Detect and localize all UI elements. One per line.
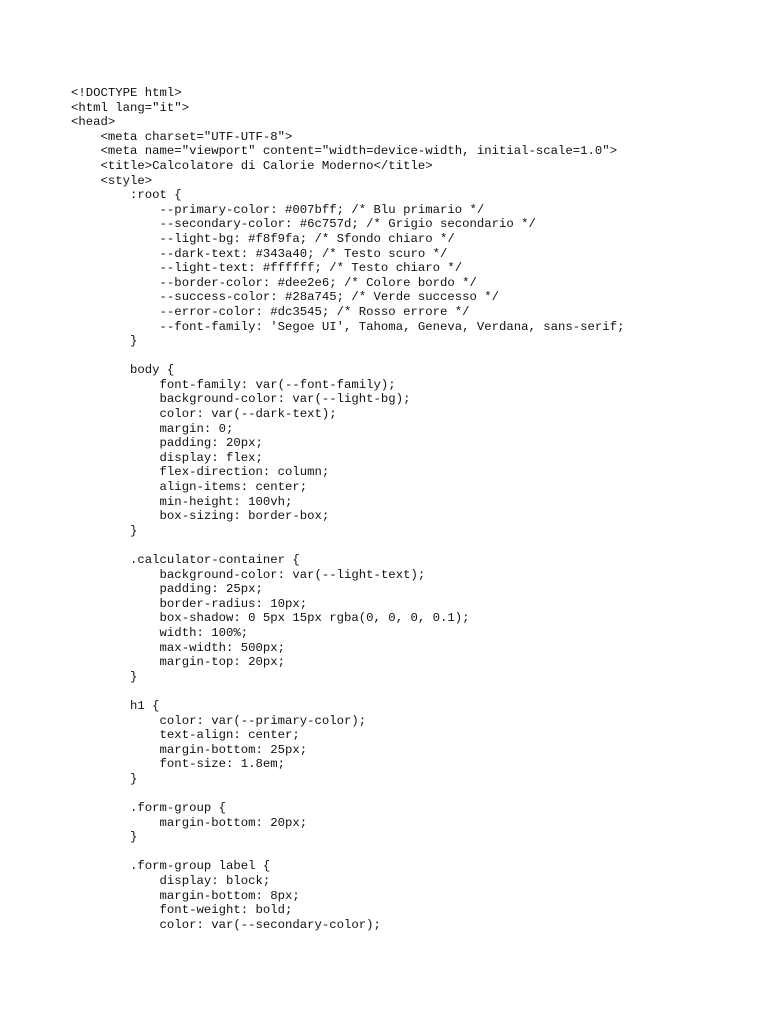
code-line: <html lang="it"> <box>71 100 190 115</box>
code-line: } <box>71 669 138 684</box>
code-line: } <box>71 830 138 845</box>
code-line: color: var(--dark-text); <box>71 407 337 422</box>
code-listing <box>71 86 624 932</box>
code-line <box>71 845 624 860</box>
code-line: --font-family: 'Segoe UI', Tahoma, Geneva, Verdana, sans-serif; <box>71 319 625 334</box>
code-line: body { <box>71 363 175 378</box>
code-line: max-width: 500px; <box>71 640 286 655</box>
code-line: margin-bottom: 25px; <box>71 742 308 757</box>
code-line: .form-group { <box>71 801 226 816</box>
code-line: box-sizing: border-box; <box>71 509 330 524</box>
code-line: <style> <box>71 173 153 188</box>
code-line: margin-bottom: 8px; <box>71 888 300 903</box>
code-line: align-items: center; <box>71 480 308 495</box>
code-line: display: flex; <box>71 450 263 465</box>
code-line: --success-color: #28a745; /* Verde successo */ <box>71 290 500 305</box>
code-line: min-height: 100vh; <box>71 494 293 509</box>
code-line: --light-text: #ffffff; /* Testo chiaro */ <box>71 261 463 276</box>
code-line: text-align: center; <box>71 728 300 743</box>
code-line: <meta charset="UTF-UTF-8"> <box>71 129 293 144</box>
code-line: padding: 25px; <box>71 582 263 597</box>
code-line: margin-top: 20px; <box>71 655 286 670</box>
code-line: font-size: 1.8em; <box>71 757 286 772</box>
code-line: --secondary-color: #6c757d; /* Grigio secondario */ <box>71 217 536 232</box>
code-line <box>71 349 624 364</box>
code-line: <meta name="viewport" content="width=device-width, initial-scale=1.0"> <box>71 144 618 159</box>
code-line: } <box>71 523 138 538</box>
code-line: width: 100%; <box>71 625 249 640</box>
code-line: --error-color: #dc3545; /* Rosso errore */ <box>71 304 470 319</box>
code-line: --light-bg: #f8f9fa; /* Sfondo chiaro */ <box>71 231 455 246</box>
code-line: } <box>71 334 138 349</box>
code-line: display: block; <box>71 874 271 889</box>
code-line: --primary-color: #007bff; /* Blu primario */ <box>71 202 485 217</box>
code-line: margin: 0; <box>71 421 234 436</box>
code-line: background-color: var(--light-bg); <box>71 392 411 407</box>
code-line: background-color: var(--light-text); <box>71 567 426 582</box>
code-line: flex-direction: column; <box>71 465 330 480</box>
code-line: --dark-text: #343a40; /* Testo scuro */ <box>71 246 448 261</box>
code-line: <title>Calcolatore di Calorie Moderno</title> <box>71 158 433 173</box>
code-line: <head> <box>71 115 116 130</box>
code-line: color: var(--primary-color); <box>71 713 367 728</box>
code-line: font-weight: bold; <box>71 903 293 918</box>
code-line: h1 { <box>71 698 160 713</box>
code-line: padding: 20px; <box>71 436 263 451</box>
code-line: font-family: var(--font-family); <box>71 377 396 392</box>
code-line: } <box>71 771 138 786</box>
code-line: color: var(--secondary-color); <box>71 917 381 932</box>
code-line <box>71 787 624 802</box>
code-line: margin-bottom: 20px; <box>71 815 308 830</box>
code-line: box-shadow: 0 5px 15px rgba(0, 0, 0, 0.1); <box>71 611 470 626</box>
code-line: .calculator-container { <box>71 553 300 567</box>
code-line <box>71 538 624 553</box>
code-line: --border-color: #dee2e6; /* Colore bordo */ <box>71 275 477 290</box>
code-line: :root { <box>71 188 182 203</box>
code-line <box>71 684 624 699</box>
code-line: border-radius: 10px; <box>71 596 308 611</box>
code-line: .form-group label { <box>71 859 271 874</box>
code-line: <!DOCTYPE html> <box>71 86 182 100</box>
